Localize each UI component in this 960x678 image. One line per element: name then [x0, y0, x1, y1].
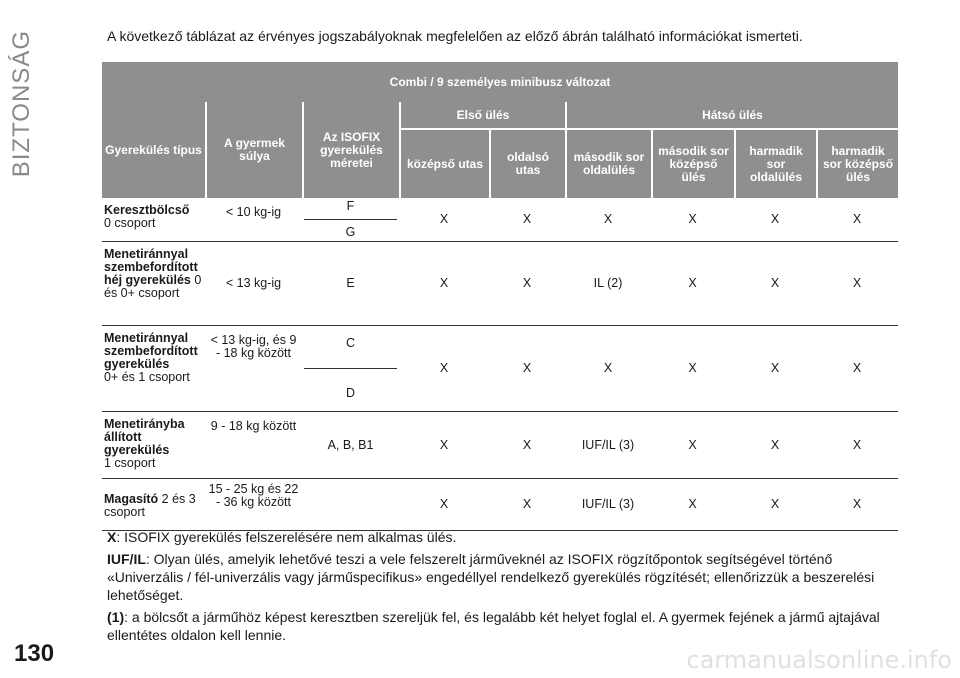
seat-cell: X: [565, 198, 651, 242]
seat-cell: X: [816, 479, 898, 531]
type-group: 0+ és 1 csoport: [104, 370, 190, 384]
isofix-cell: [302, 479, 399, 531]
table-row: [102, 198, 898, 242]
seat-cell: IUF/IL (3): [565, 412, 651, 479]
header-col: második sor középső ülés: [651, 130, 734, 198]
seat-cell: X: [816, 198, 898, 242]
type-group: 0 csoport: [104, 216, 156, 230]
table-row: [102, 326, 898, 412]
seat-cell: X: [399, 479, 489, 531]
legend-notes: [107, 528, 897, 648]
seat-cell: X: [489, 412, 565, 479]
seat-cell: IL (2): [565, 242, 651, 326]
section-title: BIZTONSÁG: [8, 30, 35, 178]
type-cell: [102, 412, 205, 479]
header-isofix: Az ISOFIX gyerekülés méretei: [302, 102, 399, 198]
seat-cell: X: [489, 479, 565, 531]
header-col: középső utas: [399, 130, 489, 198]
header-col: oldalsó utas: [489, 130, 565, 198]
seat-cell: X: [489, 242, 565, 326]
weight-cell: < 10 kg-ig: [205, 198, 302, 242]
isofix-size: F: [346, 199, 355, 213]
intro-text: A következő táblázat az érvényes jogszabályoknak megfelelően az előző ábrán található információkat ismerteti.: [107, 28, 803, 44]
type-cell: [102, 198, 205, 242]
weight-cell: 9 - 18 kg között: [205, 412, 302, 479]
type-name: Menetiránnyal szembefordított gyerekülés: [104, 331, 198, 371]
section-side-tab: [6, 30, 76, 180]
header-weight: A gyermek súlya: [205, 102, 302, 198]
type-cell: [102, 479, 205, 531]
seat-cell: IUF/IL (3): [565, 479, 651, 531]
seat-cell: X: [734, 198, 816, 242]
seat-cell: X: [399, 412, 489, 479]
note-item: [107, 528, 897, 546]
header-front-seat: Első ülés: [399, 102, 565, 130]
child-seat-table: [102, 62, 898, 531]
seat-cell: X: [399, 198, 489, 242]
table-row: [102, 412, 898, 479]
seat-cell: X: [734, 242, 816, 326]
type-name: Magasító: [104, 491, 159, 506]
seat-cell: X: [816, 326, 898, 412]
note-key: X: [107, 529, 117, 545]
note-text: : Olyan ülés, amelyik lehetővé teszi a vele felszerelt járműveknél az ISOFIX rögzítőpontok segítségével történő «Univerzális / fél-univerzális vagy járműspecifikus» engedéllyel rendelkező gyerekülés rögzítését; ellenőrizzük a beszerelési lehetőséget.: [107, 551, 875, 603]
weight-cell: 15 - 25 kg és 22 - 36 kg között: [205, 479, 302, 531]
type-name: Menetiránnyal szembefordított héj gyerekülés: [104, 247, 198, 287]
isofix-size: G: [304, 219, 397, 241]
isofix-size: C: [345, 336, 356, 350]
seat-cell: X: [489, 198, 565, 242]
seat-cell: X: [489, 326, 565, 412]
seat-cell: X: [651, 326, 734, 412]
type-group: 1 csoport: [104, 456, 156, 470]
table-caption: Combi / 9 személyes minibusz változat: [102, 62, 898, 102]
seat-cell: X: [565, 326, 651, 412]
seat-cell: X: [651, 412, 734, 479]
type-group: 0 és 0+ csoport: [104, 273, 202, 300]
weight-cell: < 13 kg-ig, és 9 - 18 kg között: [205, 326, 302, 412]
isofix-cell: E: [302, 242, 399, 326]
seat-cell: X: [816, 242, 898, 326]
note-text: : a bölcsőt a járműhöz képest keresztben szereljük fel, és legalább két helyet foglal el. A gyermek fejének a jármű ajtajával ellentétes oldalon kell lennie.: [107, 609, 880, 643]
type-cell: [102, 326, 205, 412]
seat-cell: X: [651, 242, 734, 326]
note-key: IUF/IL: [107, 551, 146, 567]
isofix-size: D: [304, 368, 397, 402]
seat-cell: X: [651, 198, 734, 242]
note-text: : ISOFIX gyerekülés felszerelésére nem alkalmas ülés.: [116, 529, 457, 545]
note-item: [107, 608, 897, 644]
note-item: [107, 550, 897, 604]
header-col: harmadik sor oldalülés: [734, 130, 816, 198]
seat-cell: X: [399, 242, 489, 326]
header-col: második sor oldalülés: [565, 130, 651, 198]
page-number: 130: [14, 640, 55, 667]
type-group: 2 és 3 csoport: [104, 491, 196, 519]
table-row: [102, 479, 898, 531]
watermark: carmanualsonline.info: [686, 646, 952, 674]
seat-cell: X: [734, 326, 816, 412]
type-name: Keresztbölcső: [104, 203, 190, 217]
seat-cell: X: [651, 479, 734, 531]
seat-cell: X: [734, 479, 816, 531]
note-key: (1): [107, 609, 125, 625]
isofix-cell: [302, 198, 399, 242]
seat-cell: X: [399, 326, 489, 412]
isofix-cell: A, B, B1: [302, 412, 399, 479]
seat-cell: X: [816, 412, 898, 479]
seat-cell: X: [734, 412, 816, 479]
header-type: Gyerekülés típus: [102, 102, 205, 198]
table-row: [102, 242, 898, 326]
type-name: Menetirányba állított gyerekülés: [104, 417, 185, 457]
isofix-cell: [302, 326, 399, 412]
header-col: harmadik sor középső ülés: [816, 130, 898, 198]
type-cell: [102, 242, 205, 326]
weight-cell: < 13 kg-ig: [205, 242, 302, 326]
header-rear-seat: Hátsó ülés: [565, 102, 898, 130]
